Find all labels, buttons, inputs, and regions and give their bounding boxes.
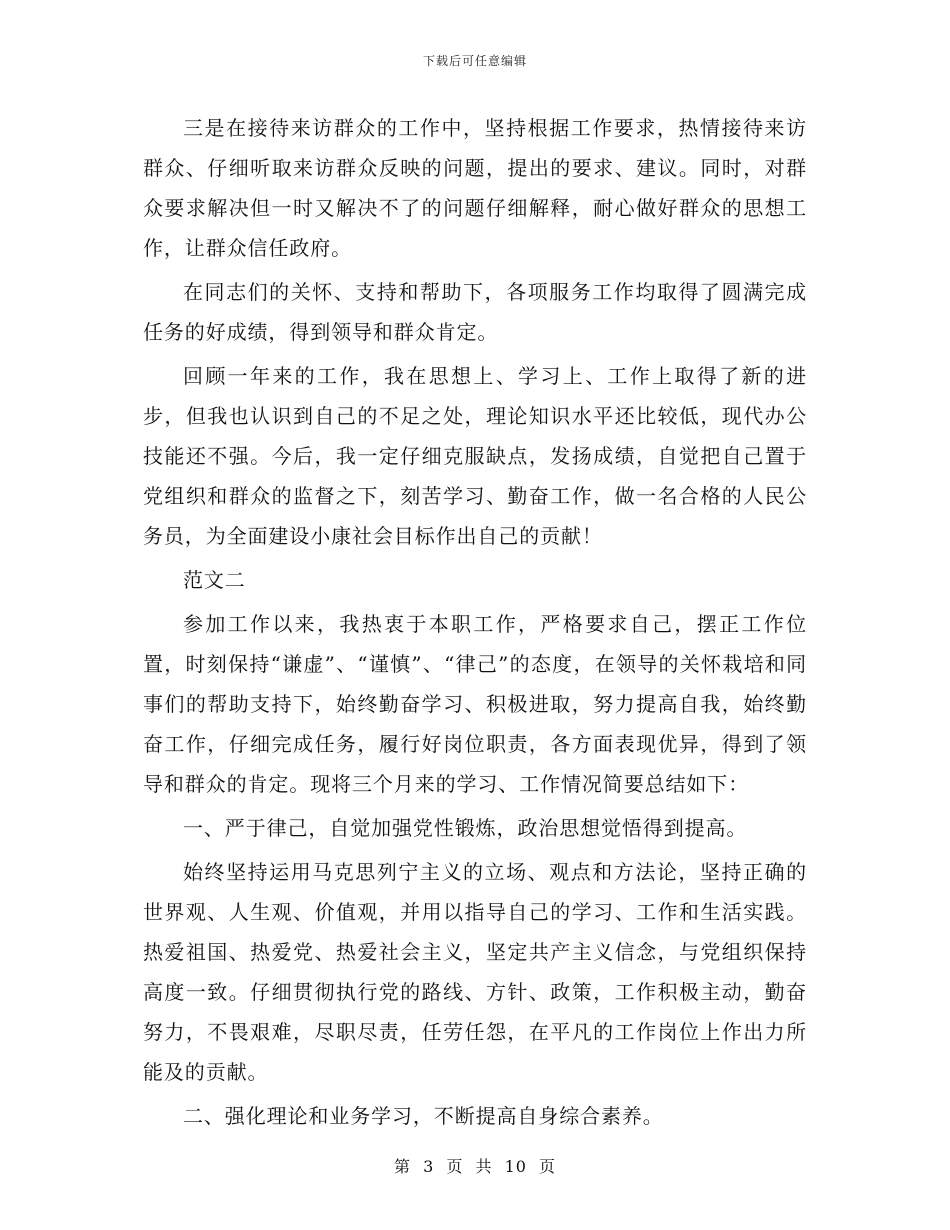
paragraph-review: 回顾一年来的工作，我在思想上、学习上、工作上取得了新的进步，但我也认识到自己的不足之处，理论知识水平还比较低，现代办公技能还不强。今后，我一定仔细克服缺点，发扬成绩，自觉把自己置于党组织和群众的监督之下，刻苦学习、勤奋工作，做一名合格的人民公务员，为全面建设小康社会目标作出自己的贡献！: [143, 364, 807, 548]
section-heading-one: 一、严于律己，自觉加强党性锻炼，政治思想觉悟得到提高。: [183, 816, 748, 840]
paragraph-reception-work: 三是在接待来访群众的工作中，坚持根据工作要求，热情接待来访群众、仔细听取来访群众反映的问题，提出的要求、建议。同时，对群众要求解决但一时又解决不了的问题仔细解释，耐心做好群众的思想工作，让群众信任政府。: [143, 116, 807, 260]
paragraph-achievements: 在同志们的关怀、支持和帮助下，各项服务工作均取得了圆满完成任务的好成绩，得到领导和群众肯定。: [143, 280, 807, 344]
section-title-sample-two: 范文二: [183, 568, 246, 592]
footer-total-unit: 页: [539, 1157, 557, 1176]
paragraph-intro-sample-two: 参加工作以来，我热衷于本职工作，严格要求自己，摆正工作位置，时刻保持“谦虚”、“谨慎”、“律己”的态度，在领导的关怀栽培和同事们的帮助支持下，始终勤奋学习、积极进取，努力提高自我，始终勤奋工作，仔细完成任务，履行好岗位职责，各方面表现优异，得到了领导和群众的肯定。现将三个月来的学习、工作情况简要总结如下：: [143, 612, 807, 796]
page-header-note: 下载后可任意编辑: [422, 54, 527, 68]
document-body: [143, 108, 807, 1140]
page-footer: [0, 1154, 950, 1177]
footer-page-number: 3: [423, 1157, 435, 1176]
section-heading-two: 二、强化理论和业务学习，不断提高自身综合素养。: [183, 1104, 664, 1128]
footer-page-prefix: 第: [393, 1157, 411, 1176]
footer-total-prefix: 共: [475, 1157, 493, 1176]
footer-total-pages: 10: [504, 1157, 527, 1176]
paragraph-political-study: 始终坚持运用马克思列宁主义的立场、观点和方法论，坚持正确的世界观、人生观、价值观，并用以指导自己的学习、工作和生活实践。热爱祖国、热爱党、热爱社会主义，坚定共产主义信念，与党组织保持高度一致。仔细贯彻执行党的路线、方针、政策，工作积极主动，勤奋努力，不畏艰难，尽职尽责，任劳任怨，在平凡的工作岗位上作出力所能及的贡献。: [143, 860, 807, 1084]
footer-page-unit: 页: [446, 1157, 464, 1176]
